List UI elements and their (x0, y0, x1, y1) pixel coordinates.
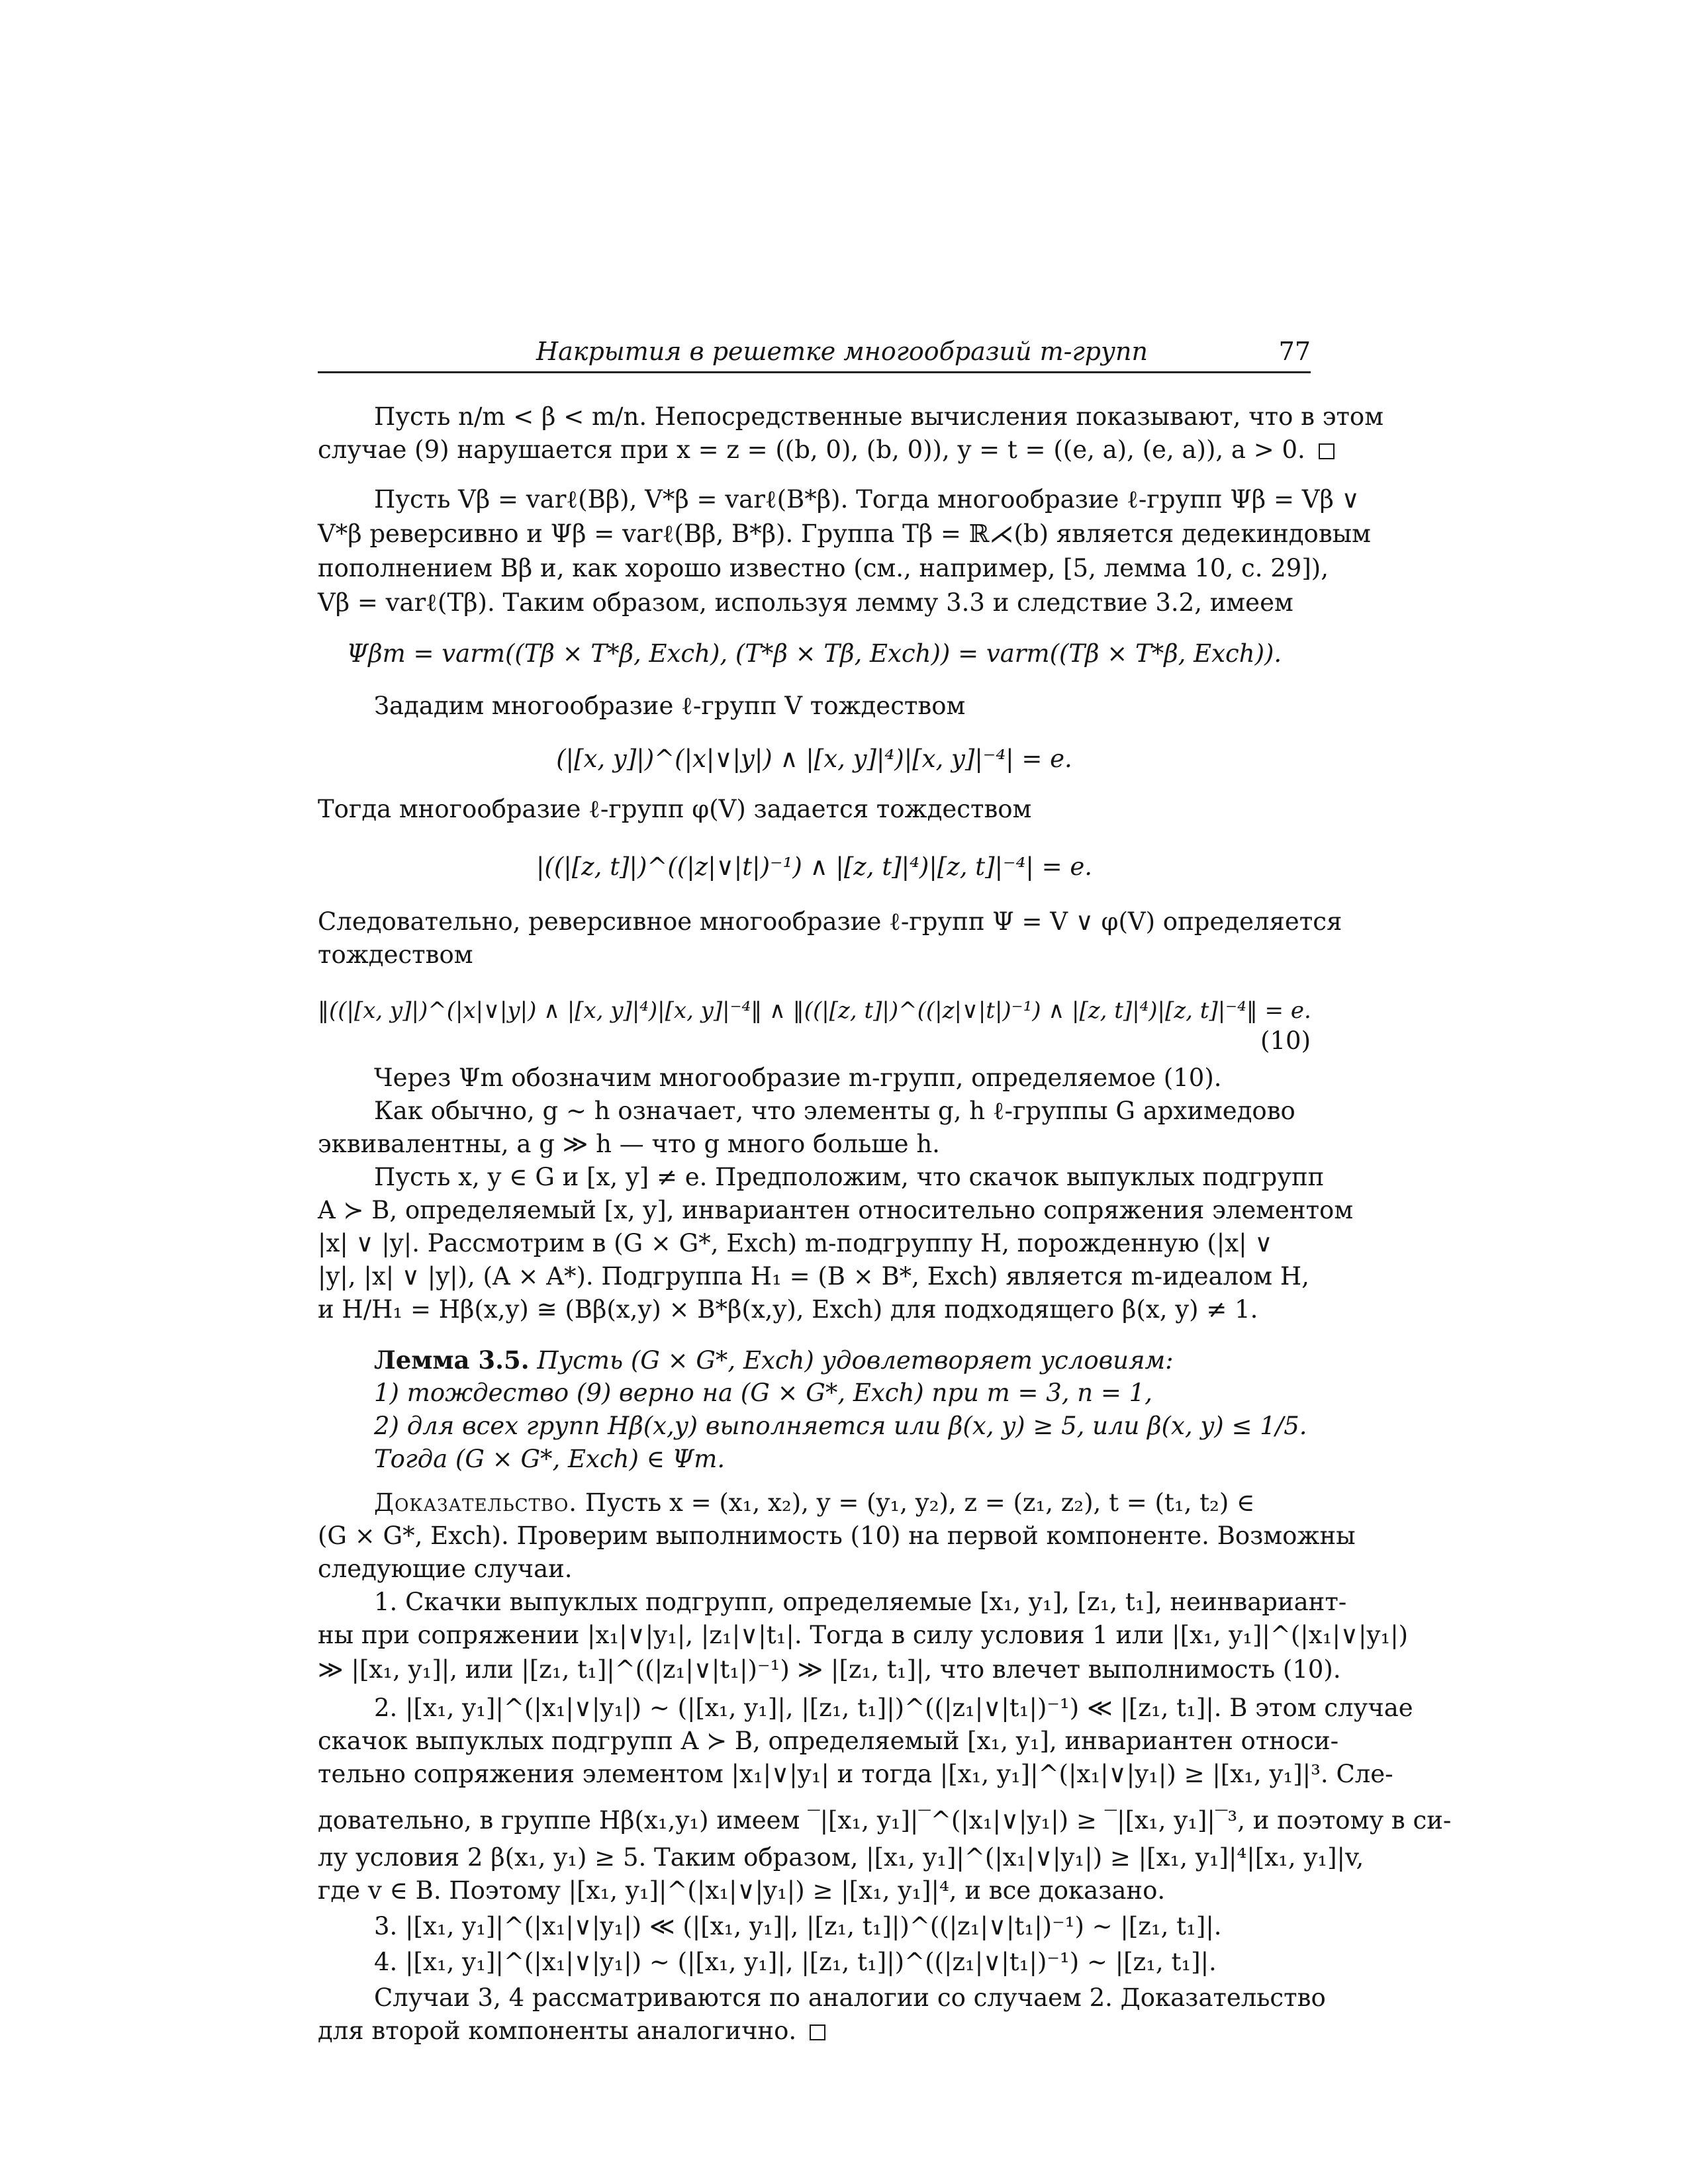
text-line: Через Ψm обозначим многообразие m-групп, определяемое (10). (374, 1064, 1222, 1092)
text-line: 1. Скачки выпуклых подгрупп, определяемые [x₁, y₁], [z₁, t₁], неинвариант- (374, 1588, 1347, 1616)
text-line: Vβ = varℓ(Tβ). Таким образом, используя лемму 3.3 и следствие 3.2, имеем (318, 588, 1293, 617)
running-header (318, 334, 1311, 373)
equation-number: (10) (1260, 1026, 1311, 1055)
text-line: A ≻ B, определяемый [x, y], инвариантен относительно сопряжения элементом (318, 1196, 1354, 1224)
text-line: где v ∈ B. Поэтому |[x₁, y₁]|^(|x₁|∨|y₁|) ≥ |[x₁, y₁]|⁴, и все доказано. (318, 1876, 1166, 1905)
text-line: ны при сопряжении |x₁|∨|y₁|, |z₁|∨|t₁|. Тогда в силу условия 1 или |[x₁, y₁]|^(|x₁|∨|y₁|) (318, 1621, 1409, 1649)
text-line: Тогда многообразие ℓ-групп φ(V) задается тождеством (318, 795, 1032, 823)
text-line: и H/H₁ = Hβ(x,y) ≅ (Bβ(x,y) × B*β(x,y), Exch) для подходящего β(x, y) ≠ 1. (318, 1295, 1258, 1324)
page-number: 77 (1278, 337, 1311, 366)
text-line: Следовательно, реверсивное многообразие ℓ-групп Ψ = V ∨ φ(V) определяется (318, 907, 1342, 936)
text-line: |y|, |x| ∨ |y|), (A × A*). Подгруппа H₁ = (B × B*, Exch) является m-идеалом H, (318, 1262, 1309, 1291)
text-line: (G × G*, Exch). Проверим выполнимость (10) на первой компоненте. Возможны (318, 1522, 1356, 1550)
display-formula: (|[x, y]|)^(|x|∨|y|) ∧ |[x, y]|⁴)|[x, y]|⁻⁴| = e. (556, 745, 1072, 773)
display-formula: Ψβm = varm((Tβ × T*β, Exch), (T*β × Tβ, Exch)) = varm((Tβ × T*β, Exch)). (346, 639, 1282, 668)
display-formula: ‖((|[x, y]|)^(|x|∨|y|) ∧ |[x, y]|⁴)|[x, y]|⁻⁴‖ ∧ ‖((|[z, t]|)^((|z|∨|t|)⁻¹) ∧ |[z, t]|⁴)|[z, t]|⁻⁴‖ = e. (318, 997, 1311, 1024)
lemma-condition: 2) для всех групп Hβ(x,y) выполняется или β(x, y) ≥ 5, или β(x, y) ≤ 1/5. (374, 1412, 1307, 1440)
proof-start: Доказательство. Пусть x = (x₁, x₂), y = (y₁, y₂), z = (z₁, z₂), t = (t₁, t₂) ∈ (374, 1488, 1255, 1517)
text-line: Как обычно, g ∼ h означает, что элементы g, h ℓ-группы G архимедово (374, 1097, 1295, 1125)
text-line: 2. |[x₁, y₁]|^(|x₁|∨|y₁|) ∼ (|[x₁, y₁]|, |[z₁, t₁]|)^((|z₁|∨|t₁|)⁻¹) ≪ |[z₁, t₁]|. В этом случае (374, 1694, 1413, 1722)
text-line: ≫ |[x₁, y₁]|, или |[z₁, t₁]|^((|z₁|∨|t₁|)⁻¹) ≫ |[z₁, t₁]|, что влечет выполнимость (10). (318, 1655, 1341, 1684)
qed-mark (1319, 443, 1335, 459)
text-line: скачок выпуклых подгрупп A ≻ B, определяемый [x₁, y₁], инвариантен относи- (318, 1727, 1339, 1755)
lemma-label: Лемма 3.5. (374, 1345, 530, 1375)
text-line: V*β реверсивно и Ψβ = varℓ(Bβ, B*β). Группа Tβ = ℝ⋌(b) является дедекиндовым (318, 520, 1371, 548)
text-line: случае (9) нарушается при x = z = ((b, 0), (b, 0)), y = t = ((e, a), (e, a)), a > 0. (318, 433, 1335, 467)
text-line: тельно сопряжения элементом |x₁|∨|y₁| и тогда |[x₁, y₁]|^(|x₁|∨|y₁|) ≥ |[x₁, y₁]|³. Сле- (318, 1760, 1393, 1788)
running-title: Накрытия в решетке многообразий m-групп (536, 337, 1148, 366)
text-line: |x| ∨ |y|. Рассмотрим в (G × G*, Exch) m-подгруппу H, порожденную (|x| ∨ (318, 1229, 1273, 1257)
text-line: 4. |[x₁, y₁]|^(|x₁|∨|y₁|) ∼ (|[x₁, y₁]|, |[z₁, t₁]|)^((|z₁|∨|t₁|)⁻¹) ∼ |[z₁, t₁]|. (374, 1948, 1217, 1976)
text-line: 3. |[x₁, y₁]|^(|x₁|∨|y₁|) ≪ (|[x₁, y₁]|, |[z₁, t₁]|)^((|z₁|∨|t₁|)⁻¹) ∼ |[z₁, t₁]|. (374, 1912, 1222, 1940)
text-line: эквивалентны, а g ≫ h — что g много больше h. (318, 1130, 940, 1158)
lemma-conclusion: Тогда (G × G*, Exch) ∈ Ψm. (374, 1445, 726, 1473)
text-line: Пусть x, y ∈ G и [x, y] ≠ e. Предположим, что скачок выпуклых подгрупп (374, 1163, 1325, 1191)
lemma-statement: Лемма 3.5. Пусть (G × G*, Exch) удовлетворяет условиям: (374, 1345, 1174, 1375)
lemma-condition: 1) тождество (9) верно на (G × G*, Exch) при m = 3, n = 1, (374, 1379, 1152, 1407)
text-line: Пусть Vβ = varℓ(Bβ), V*β = varℓ(B*β). Тогда многообразие ℓ-групп Ψβ = Vβ ∨ (374, 485, 1360, 514)
proof-label: Доказательство. (374, 1488, 578, 1517)
text-line: Зададим многообразие ℓ-групп V тождеством (374, 692, 966, 720)
text-line: тождеством (318, 940, 473, 969)
text-line: для второй компоненты аналогично. (318, 2015, 825, 2048)
display-formula: |((|[z, t]|)^((|z|∨|t|)⁻¹) ∧ |[z, t]|⁴)|[z, t]|⁻⁴| = e. (536, 852, 1093, 881)
text-line: следующие случаи. (318, 1555, 573, 1583)
qed-mark (810, 2025, 825, 2040)
text-line: пополнением Bβ и, как хорошо известно (см., например, [5, лемма 10, с. 29]), (318, 554, 1329, 582)
text-line: Пусть n/m < β < m/n. Непосредственные вычисления показывают, что в этом (374, 402, 1383, 431)
text-line: довательно, в группе Hβ(x₁,y₁) имеем ‾|[x₁, y₁]|‾^(|x₁|∨|y₁|) ≥ ‾|[x₁, y₁]|‾³, и поэтому в си- (318, 1806, 1452, 1835)
text-line: Случаи 3, 4 рассматриваются по аналогии со случаем 2. Доказательство (374, 1983, 1326, 2012)
text-line: лу условия 2 β(x₁, y₁) ≥ 5. Таким образом, |[x₁, y₁]|^(|x₁|∨|y₁|) ≥ |[x₁, y₁]|⁴|[x₁, y₁]|v, (318, 1843, 1364, 1872)
